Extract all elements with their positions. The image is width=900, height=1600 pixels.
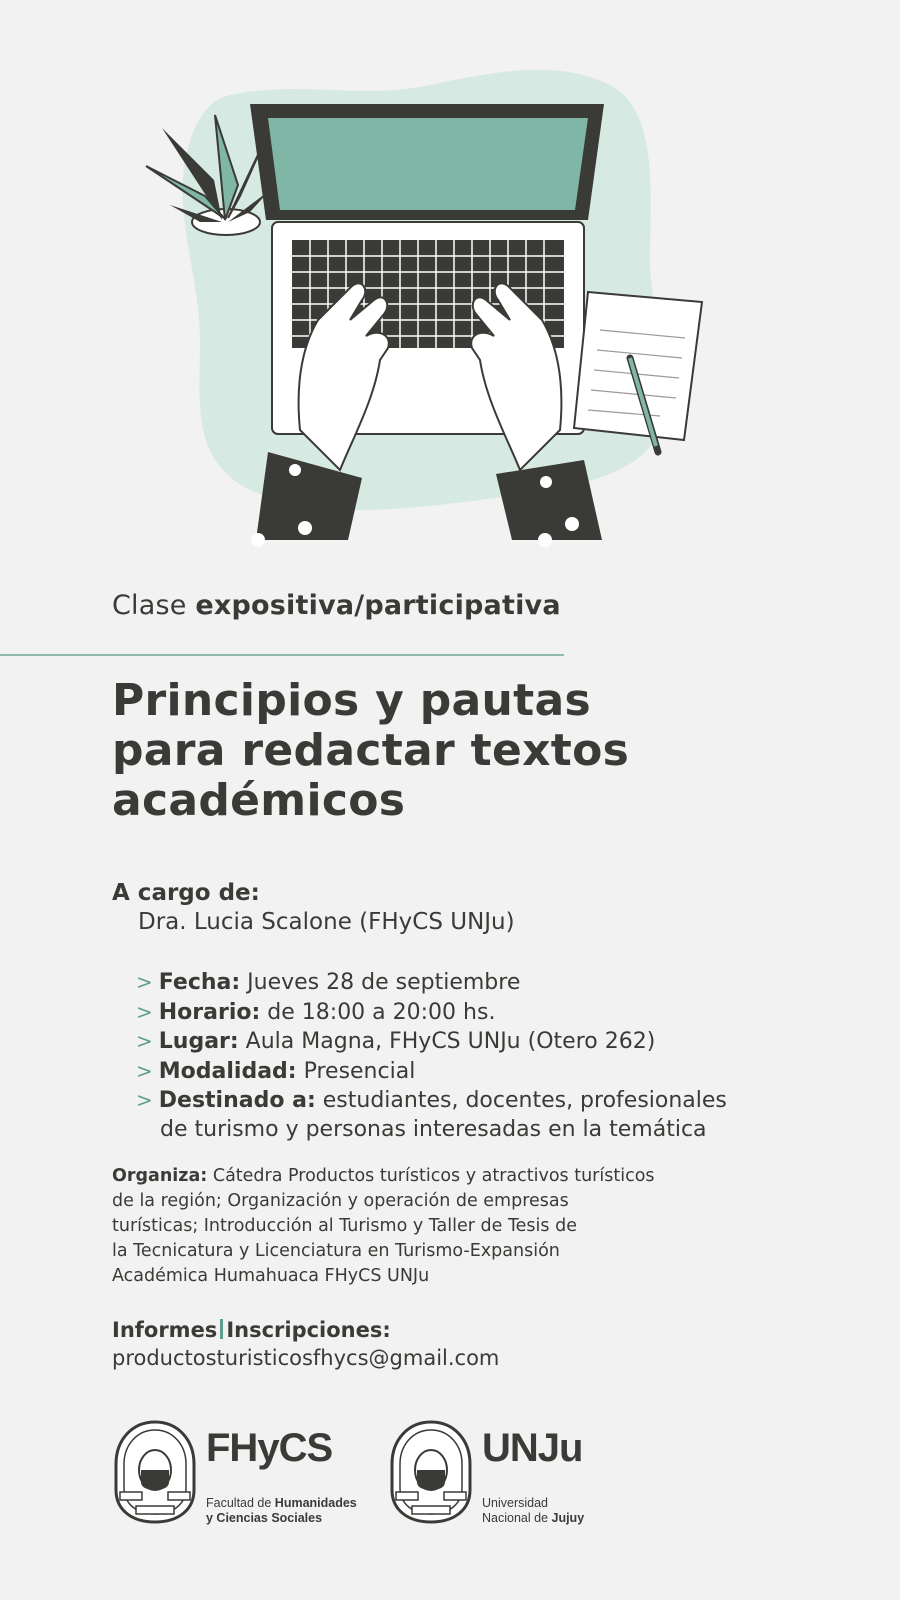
university-seal-icon (112, 1418, 198, 1526)
detail-modalidad (136, 1057, 727, 1087)
horario-value: de 18:00 a 20:00 hs. (260, 999, 496, 1025)
chevron-right-icon: > (136, 1088, 153, 1112)
contact-email-link[interactable]: productosturisticosfhycs@gmail.com (112, 1346, 500, 1370)
organizers-line-2: de la región; Organización y operación de empresas (112, 1191, 569, 1211)
event-details-list (136, 968, 727, 1144)
title-line-1: Principios y pautas (112, 675, 591, 726)
organizers-block (112, 1164, 752, 1289)
detail-fecha (136, 968, 727, 998)
destinado-label: Destinado a: (158, 1088, 316, 1113)
unju-sub-b: Jujuy (551, 1511, 585, 1525)
inscripciones-label: Inscripciones: (226, 1318, 391, 1342)
unju-logo-subtitle-1: Universidad (482, 1496, 549, 1510)
speaker-name-text: Dra. Lucia Scalone (138, 909, 352, 935)
chevron-right-icon: > (136, 970, 153, 994)
university-seal-icon (388, 1418, 474, 1526)
detail-destinado (136, 1086, 727, 1144)
lugar-address: (Otero 262) (520, 1029, 656, 1054)
fhycs-logo-name: FHyCS (206, 1426, 333, 1470)
organizers-line-3: turísticas; Introducción al Turismo y Taller de Tesis de (112, 1216, 577, 1236)
class-type-heading (112, 590, 561, 621)
speaker-label: A cargo de: (112, 880, 260, 906)
laptop-illustration (0, 0, 900, 560)
organizers-label: Organiza: (112, 1166, 208, 1186)
fhycs-logo-subtitle-1 (206, 1496, 357, 1510)
page-title (112, 676, 812, 826)
detail-lugar (136, 1027, 727, 1057)
unju-sub-a: Nacional de (482, 1511, 552, 1525)
horario-label: Horario: (158, 999, 261, 1025)
informes-label: Informes (112, 1318, 218, 1342)
unju-logo-subtitle-2 (482, 1511, 584, 1525)
modalidad-label: Modalidad: (158, 1058, 297, 1084)
fhycs-logo-subtitle-2 (206, 1511, 322, 1525)
lugar-value: Aula Magna, FHyCS UNJu (238, 1029, 521, 1054)
fecha-value: Jueves 28 de septiembre (240, 970, 521, 995)
fhycs-logo (112, 1418, 362, 1528)
fecha-label: Fecha: (158, 970, 241, 995)
unju-logo-name: UNJu (482, 1426, 583, 1470)
title-line-2: para redactar textos (112, 725, 630, 776)
organizers-line-4: la Tecnicatura y Licenciatura en Turismo-Expansión (112, 1241, 560, 1261)
chevron-right-icon: > (136, 1029, 153, 1053)
organizers-line-1 (112, 1164, 752, 1189)
contact-label (112, 1318, 391, 1342)
fhycs-sub-2: y Ciencias Sociales (206, 1511, 323, 1525)
chevron-right-icon: > (136, 1058, 153, 1083)
fhycs-sub-a: Facultad de (206, 1496, 275, 1510)
speaker-name (138, 909, 515, 935)
modalidad-value: Presencial (296, 1058, 416, 1084)
speaker-affiliation: (FHyCS UNJu) (351, 909, 515, 935)
lugar-label: Lugar: (158, 1029, 239, 1054)
organizers-text: Cátedra Productos turísticos y atractivos turísticos (207, 1166, 655, 1186)
class-type-bold: expositiva/participativa (195, 590, 561, 621)
destinado-value-continued: de turismo y personas interesadas en la temática (160, 1116, 707, 1142)
fhycs-sub-b: Humanidades (274, 1496, 357, 1510)
class-type-prefix: Clase (112, 590, 196, 621)
notepad-icon (574, 292, 702, 440)
detail-horario (136, 998, 727, 1028)
unju-logo (388, 1418, 608, 1528)
organizers-line-5: Académica Humahuaca FHyCS UNJu (112, 1266, 430, 1286)
chevron-right-icon: > (136, 999, 153, 1024)
separator-bar (220, 1319, 223, 1339)
destinado-value: estudiantes, docentes, profesionales (315, 1088, 727, 1113)
divider-line (0, 654, 564, 656)
title-line-3: académicos (112, 775, 406, 826)
